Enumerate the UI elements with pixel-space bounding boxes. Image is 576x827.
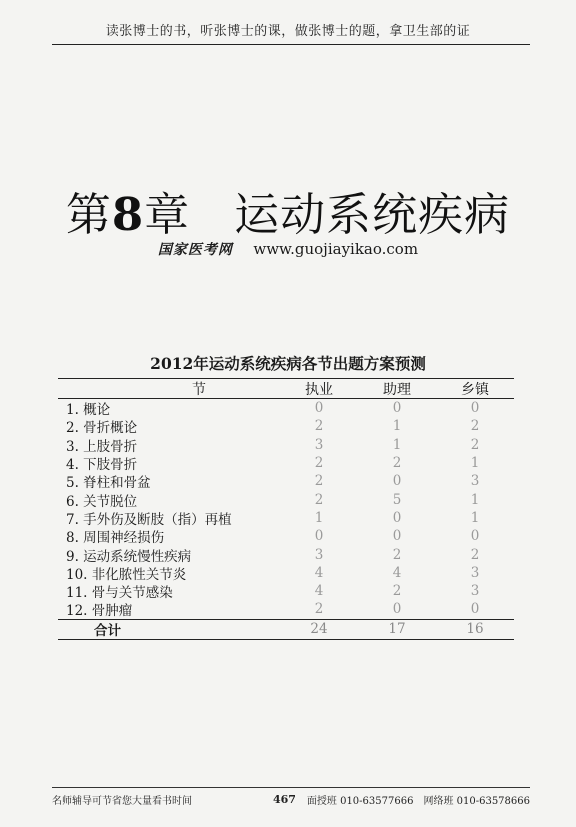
footer-slogan: 名师辅导可节省您大量看书时间	[52, 796, 192, 807]
table-row	[58, 490, 514, 508]
chapter-title	[0, 178, 576, 243]
row-assistant: 5	[392, 491, 402, 508]
chapter-number: 8	[111, 188, 145, 241]
table-row	[58, 545, 514, 563]
chapter-suffix: 章	[144, 188, 191, 241]
row-practice: 0	[314, 400, 324, 417]
row-assistant: 1	[392, 436, 402, 453]
row-section: 8. 周围神经损伤	[66, 530, 165, 547]
row-township: 1	[470, 455, 480, 472]
table-row	[58, 527, 514, 545]
row-assistant: 0	[392, 400, 402, 417]
row-assistant: 0	[392, 528, 402, 545]
row-section: 4. 下肢骨折	[66, 457, 138, 474]
brand-line	[0, 239, 576, 259]
table-title: 2012年运动系统疾病各节出题方案预测	[150, 354, 426, 373]
brand-name: 国家医考网	[157, 242, 233, 258]
row-practice: 4	[314, 564, 324, 581]
row-section: 2. 骨折概论	[66, 420, 138, 437]
row-section: 6. 关节脱位	[66, 493, 138, 510]
total-township: 16	[466, 621, 484, 638]
row-practice: 3	[314, 546, 324, 563]
row-township: 1	[470, 509, 480, 526]
row-township: 0	[470, 528, 480, 545]
chapter-name: 运动系统疾病	[234, 188, 511, 241]
row-section: 10. 非化脓性关节炎	[66, 566, 187, 583]
header-rule	[52, 44, 530, 45]
header-practice: 执业	[305, 381, 333, 398]
total-practice: 24	[310, 621, 328, 638]
brand-website: www.guojiayikao.com	[253, 240, 419, 258]
row-assistant: 0	[392, 601, 402, 618]
total-assistant: 17	[388, 621, 406, 638]
prediction-table	[58, 378, 514, 640]
row-assistant: 2	[392, 455, 402, 472]
row-assistant: 2	[392, 546, 402, 563]
row-township: 3	[470, 564, 480, 581]
row-practice: 2	[314, 473, 324, 490]
header-section: 节	[192, 381, 206, 398]
row-section: 1. 概论	[66, 402, 111, 419]
table-row	[58, 472, 514, 490]
row-practice: 2	[314, 491, 324, 508]
total-label: 合计	[94, 623, 121, 640]
row-practice: 0	[314, 528, 324, 545]
header-township: 乡镇	[461, 381, 489, 398]
row-assistant: 4	[392, 564, 402, 581]
page-number: 467	[272, 793, 296, 806]
header-motto: 读张博士的书，听张博士的课，做张博士的题，拿卫生部的证	[105, 24, 471, 39]
footer-rule	[52, 787, 530, 788]
table-row	[58, 509, 514, 527]
row-practice: 2	[314, 601, 324, 618]
header-assistant: 助理	[383, 381, 411, 398]
row-section: 7. 手外伤及断肢（指）再植	[66, 511, 232, 528]
row-section: 9. 运动系统慢性疾病	[66, 548, 192, 565]
row-township: 3	[470, 583, 480, 600]
table-row	[58, 417, 514, 435]
row-section: 3. 上肢骨折	[66, 438, 138, 455]
row-township: 2	[470, 436, 480, 453]
row-practice: 1	[314, 509, 324, 526]
row-section: 5. 脊柱和骨盆	[66, 475, 151, 492]
table-row	[58, 399, 514, 417]
row-assistant: 1	[392, 418, 402, 435]
row-practice: 4	[314, 583, 324, 600]
row-assistant: 0	[392, 473, 402, 490]
footer	[52, 792, 530, 807]
table-total-row	[58, 619, 514, 639]
row-township: 0	[470, 400, 480, 417]
row-section: 11. 骨与关节感染	[66, 585, 173, 602]
table-header-row	[58, 379, 514, 399]
row-township: 0	[470, 601, 480, 618]
row-practice: 2	[314, 455, 324, 472]
row-practice: 3	[314, 436, 324, 453]
row-assistant: 0	[392, 509, 402, 526]
row-township: 2	[470, 546, 480, 563]
table-body	[58, 399, 514, 619]
table-row	[58, 600, 514, 618]
row-assistant: 2	[392, 583, 402, 600]
chapter-prefix: 第	[65, 188, 112, 241]
table-row	[58, 582, 514, 600]
table-row	[58, 436, 514, 454]
row-practice: 2	[314, 418, 324, 435]
table-row	[58, 564, 514, 582]
row-township: 3	[470, 473, 480, 490]
footer-contact: 面授班 010-63577666 网络班 010-63578666	[306, 796, 530, 807]
row-section: 12. 骨肿瘤	[66, 603, 133, 620]
row-township: 2	[470, 418, 480, 435]
row-township: 1	[470, 491, 480, 508]
table-row	[58, 454, 514, 472]
